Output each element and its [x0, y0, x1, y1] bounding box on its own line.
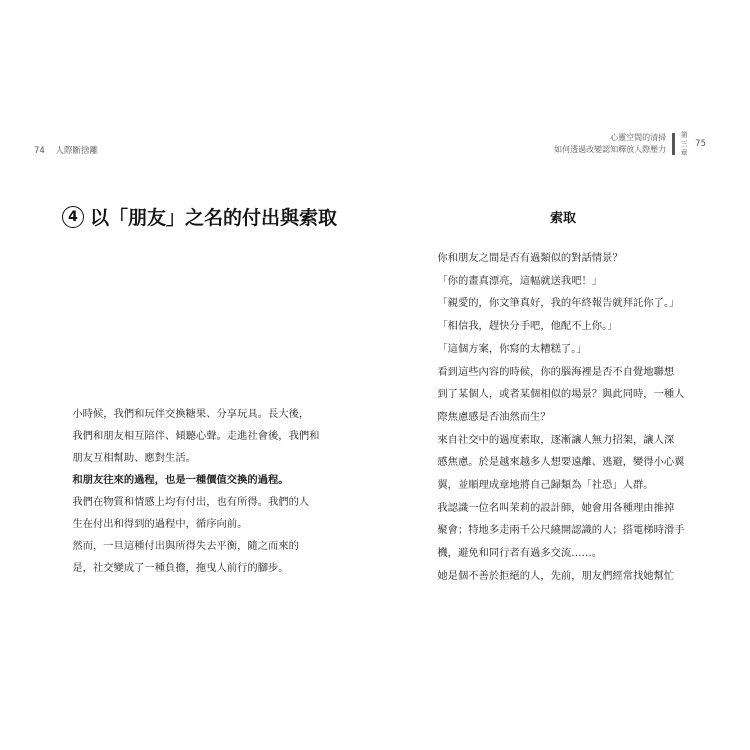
text-line: 我認識一位名叫茉莉的設計師，她會用各種理由推掉: [437, 501, 675, 514]
text-line: 我們和朋友相互陪伴、傾聽心聲。走進社會後，我們和: [72, 430, 320, 442]
text-line: 感焦慮。於是越來越多人想要遠離、逃避，變得小心翼: [437, 456, 685, 469]
text-line: 和朋友往來的過程，也是一種價值交換的過程。: [72, 474, 289, 486]
paragraph: [425, 315, 695, 338]
chapter-title: [62, 203, 337, 230]
left-page-body: [60, 403, 322, 579]
text-line: 是，社交變成了一種負擔，拖曳人前行的腳步。: [72, 562, 289, 574]
paragraph: [60, 535, 322, 579]
paragraph: [425, 565, 695, 588]
text-line: 「相信我，趕快分手吧，他配不上你。」: [437, 320, 618, 333]
right-running-title: [554, 132, 666, 156]
text-line: 「你的畫真漂亮，這幅就送我吧！」: [437, 274, 603, 287]
text-line: 機，避免和同行者有過多交流……。: [437, 547, 603, 560]
paragraph: [425, 361, 695, 429]
text-line: 際焦慮感是否油然而生？: [437, 410, 551, 423]
text-line: 聚會；特地多走兩千公尺繞開認識的人；搭電梯時滑手: [437, 524, 685, 537]
chapter-title-text: 以「朋友」之名的付出與索取: [90, 207, 338, 229]
paragraph: [60, 491, 322, 535]
text-line: 「親愛的，你文筆真好，我的年終報告就拜託你了。」: [437, 297, 680, 310]
text-line: 然而，一旦這種付出與所得失去平衡，隨之而來的: [72, 540, 299, 552]
part-label: 第三章: [680, 130, 688, 157]
paragraph: [425, 247, 695, 270]
text-line: 朋友互相幫助、應對生活。: [72, 452, 196, 464]
paragraph: [425, 338, 695, 361]
text-line: 她是個不善於拒絕的人，先前，朋友們經常找她幫忙: [437, 569, 675, 582]
header-divider-bar: [672, 133, 675, 155]
text-line: 生在付出和得到的過程中，循序向前。: [72, 518, 248, 530]
right-running-title-line: 心靈空間的清掃: [610, 133, 667, 142]
chapter-number-badge: 4: [62, 206, 84, 228]
left-page-number: 74: [34, 146, 45, 156]
right-page-number: 75: [695, 139, 706, 149]
text-line: 小時候，我們和玩伴交換糖果、分享玩具。長大後，: [72, 408, 310, 420]
text-line: 「這個方案，你寫的太糟糕了。」: [437, 342, 587, 355]
right-page-header: [554, 132, 706, 156]
section-title: 索取: [550, 211, 577, 226]
text-line: 看到這些內容的時候，你的腦海裡是否不自覺地聯想: [437, 365, 675, 378]
text-line: 你和朋友之間是否有過類似的對話情景？: [437, 252, 623, 264]
paragraph: [60, 469, 322, 491]
paragraph: [425, 270, 695, 293]
text-line: 我們在物質和情感上均有付出，也有所得。我們的人: [72, 496, 310, 508]
right-page-body: [425, 247, 695, 588]
paragraph: [60, 403, 322, 469]
paragraph: [425, 429, 695, 497]
text-line: 翼，並順理成章地將自己歸類為「社恐」人群。: [437, 479, 654, 492]
right-running-title-line: 如何透過改變認知釋放人際壓力: [554, 145, 667, 154]
text-line: 到了某個人，或者某個相似的場景？與此同時，一種人: [437, 388, 685, 401]
left-running-title: 人際斷捨離: [55, 146, 99, 156]
paragraph: [425, 292, 695, 315]
text-line: 來自社交中的過度索取，逐漸讓人無力招架，讓人深: [437, 433, 675, 446]
paragraph: [425, 497, 695, 565]
left-page-header: [34, 144, 98, 156]
